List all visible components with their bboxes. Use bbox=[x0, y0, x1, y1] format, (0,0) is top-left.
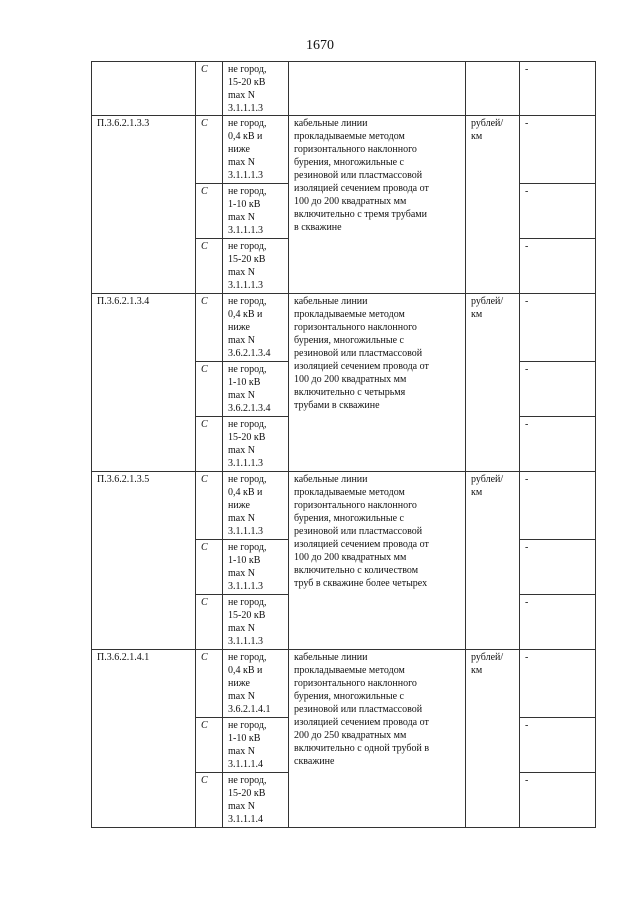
description-line: изоляцией сечением провода от bbox=[294, 717, 429, 728]
category-letter: С bbox=[196, 116, 223, 184]
condition-line: не город, bbox=[228, 296, 267, 307]
unit-line: км bbox=[471, 309, 483, 320]
condition-line: max N bbox=[228, 157, 255, 168]
condition-cell bbox=[223, 294, 289, 362]
description-line: изоляцией сечением провода от bbox=[294, 361, 429, 372]
table-row bbox=[92, 294, 596, 362]
unit-line: рублей/ bbox=[471, 118, 504, 129]
value-cell: - bbox=[520, 650, 596, 718]
condition-line: не город, bbox=[228, 419, 267, 430]
unit-line: км bbox=[471, 487, 483, 498]
description-line: бурения, многожильные с bbox=[294, 335, 404, 346]
category-letter: С bbox=[196, 773, 223, 828]
condition-line: 0,4 кВ и bbox=[228, 309, 263, 320]
description-line: в скважине bbox=[294, 222, 342, 233]
condition-line: 3.1.1.1.3 bbox=[228, 280, 263, 291]
condition-line: 1-10 кВ bbox=[228, 555, 261, 566]
condition-cell bbox=[223, 184, 289, 239]
condition-line: max N bbox=[228, 623, 255, 634]
condition-line: ниже bbox=[228, 144, 250, 155]
condition-line: не город, bbox=[228, 775, 267, 786]
row-code bbox=[92, 62, 196, 116]
value-cell: - bbox=[520, 184, 596, 239]
category-letter: С bbox=[196, 362, 223, 417]
value-cell: - bbox=[520, 294, 596, 362]
description-cell bbox=[289, 650, 466, 828]
description-line: бурения, многожильные с bbox=[294, 513, 404, 524]
value-cell: - bbox=[520, 116, 596, 184]
table-row bbox=[92, 62, 596, 116]
description-line: трубами в скважине bbox=[294, 400, 380, 411]
description-line: резиновой или пластмассовой bbox=[294, 348, 423, 359]
condition-cell bbox=[223, 718, 289, 773]
table-body bbox=[92, 62, 596, 828]
description-cell bbox=[289, 472, 466, 650]
value-cell: - bbox=[520, 417, 596, 472]
unit-cell bbox=[466, 294, 520, 472]
condition-cell bbox=[223, 773, 289, 828]
description-line: включительно с количеством bbox=[294, 565, 419, 576]
unit-cell bbox=[466, 472, 520, 650]
row-code: П.3.6.2.1.4.1 bbox=[92, 650, 196, 828]
condition-line: max N bbox=[228, 90, 255, 101]
condition-line: 0,4 кВ и bbox=[228, 131, 263, 142]
value-cell: - bbox=[520, 718, 596, 773]
description-line: включительно с тремя трубами bbox=[294, 209, 427, 220]
description-line: кабельные линии bbox=[294, 118, 368, 129]
description-line: прокладываемые методом bbox=[294, 309, 405, 320]
table-row bbox=[92, 472, 596, 540]
description-line: прокладываемые методом bbox=[294, 665, 405, 676]
description-line: прокладываемые методом bbox=[294, 487, 405, 498]
description-line: горизонтального наклонного bbox=[294, 500, 417, 511]
condition-line: max N bbox=[228, 390, 255, 401]
condition-line: max N bbox=[228, 691, 255, 702]
unit-line: рублей/ bbox=[471, 652, 504, 663]
condition-line: не город, bbox=[228, 720, 267, 731]
description-line: включительно с четырьмя bbox=[294, 387, 406, 398]
description-line: резиновой или пластмассовой bbox=[294, 170, 423, 181]
condition-line: 3.1.1.1.3 bbox=[228, 458, 263, 469]
unit-cell bbox=[466, 116, 520, 294]
condition-line: max N bbox=[228, 746, 255, 757]
condition-line: не город, bbox=[228, 652, 267, 663]
category-letter: С bbox=[196, 294, 223, 362]
row-code: П.3.6.2.1.3.3 bbox=[92, 116, 196, 294]
description-line: 100 до 200 квадратных мм bbox=[294, 196, 407, 207]
condition-line: 3.1.1.1.3 bbox=[228, 636, 263, 647]
condition-line: 15-20 кВ bbox=[228, 254, 266, 265]
table-row bbox=[92, 650, 596, 718]
category-letter: С bbox=[196, 184, 223, 239]
value-cell: - bbox=[520, 362, 596, 417]
description-line: резиновой или пластмассовой bbox=[294, 526, 423, 537]
description-line: горизонтального наклонного bbox=[294, 678, 417, 689]
condition-line: 3.1.1.1.3 bbox=[228, 103, 263, 114]
condition-line: ниже bbox=[228, 322, 250, 333]
description-line: изоляцией сечением провода от bbox=[294, 539, 429, 550]
value-cell: - bbox=[520, 595, 596, 650]
category-letter: С bbox=[196, 62, 223, 116]
condition-cell bbox=[223, 595, 289, 650]
row-code: П.3.6.2.1.3.5 bbox=[92, 472, 196, 650]
condition-line: 15-20 кВ bbox=[228, 77, 266, 88]
condition-line: 1-10 кВ bbox=[228, 199, 261, 210]
condition-line: не город, bbox=[228, 241, 267, 252]
condition-cell bbox=[223, 417, 289, 472]
category-letter: С bbox=[196, 650, 223, 718]
description-line: 100 до 200 квадратных мм bbox=[294, 552, 407, 563]
condition-cell bbox=[223, 540, 289, 595]
condition-line: 15-20 кВ bbox=[228, 788, 266, 799]
description-line: резиновой или пластмассовой bbox=[294, 704, 423, 715]
condition-line: не город, bbox=[228, 542, 267, 553]
condition-line: 3.1.1.1.3 bbox=[228, 225, 263, 236]
description-line: бурения, многожильные с bbox=[294, 157, 404, 168]
condition-line: max N bbox=[228, 513, 255, 524]
condition-cell bbox=[223, 116, 289, 184]
description-cell bbox=[289, 62, 466, 116]
condition-line: не город, bbox=[228, 186, 267, 197]
description-line: бурения, многожильные с bbox=[294, 691, 404, 702]
description-line: 100 до 200 квадратных мм bbox=[294, 374, 407, 385]
category-letter: С bbox=[196, 595, 223, 650]
unit-line: рублей/ bbox=[471, 296, 504, 307]
category-letter: С bbox=[196, 718, 223, 773]
unit-line: км bbox=[471, 131, 483, 142]
condition-line: не город, bbox=[228, 474, 267, 485]
condition-line: 1-10 кВ bbox=[228, 377, 261, 388]
condition-line: 3.6.2.1.3.4 bbox=[228, 403, 271, 414]
condition-cell bbox=[223, 239, 289, 294]
category-letter: С bbox=[196, 239, 223, 294]
condition-line: max N bbox=[228, 445, 255, 456]
condition-line: 0,4 кВ и bbox=[228, 665, 263, 676]
table-row bbox=[92, 116, 596, 184]
category-letter: С bbox=[196, 540, 223, 595]
condition-line: 3.6.2.1.3.4 bbox=[228, 348, 271, 359]
description-line: труб в скважине более четырех bbox=[294, 578, 428, 589]
condition-line: не город, bbox=[228, 597, 267, 608]
condition-line: 3.1.1.1.4 bbox=[228, 759, 263, 770]
category-letter: С bbox=[196, 472, 223, 540]
condition-line: ниже bbox=[228, 678, 250, 689]
description-line: включительно с одной трубой в bbox=[294, 743, 430, 754]
condition-line: max N bbox=[228, 267, 255, 278]
condition-cell bbox=[223, 362, 289, 417]
value-cell: - bbox=[520, 239, 596, 294]
description-cell bbox=[289, 116, 466, 294]
description-line: горизонтального наклонного bbox=[294, 322, 417, 333]
condition-cell bbox=[223, 472, 289, 540]
value-cell: - bbox=[520, 472, 596, 540]
description-line: прокладываемые методом bbox=[294, 131, 405, 142]
unit-cell bbox=[466, 62, 520, 116]
unit-line: рублей/ bbox=[471, 474, 504, 485]
condition-line: max N bbox=[228, 212, 255, 223]
description-line: горизонтального наклонного bbox=[294, 144, 417, 155]
condition-line: не город, bbox=[228, 64, 267, 75]
condition-line: не город, bbox=[228, 118, 267, 129]
condition-line: 15-20 кВ bbox=[228, 432, 266, 443]
category-letter: С bbox=[196, 417, 223, 472]
value-cell: - bbox=[520, 773, 596, 828]
description-line: кабельные линии bbox=[294, 474, 368, 485]
condition-line: max N bbox=[228, 335, 255, 346]
page-number: 1670 bbox=[306, 38, 334, 53]
unit-line: км bbox=[471, 665, 483, 676]
condition-line: 15-20 кВ bbox=[228, 610, 266, 621]
description-line: 200 до 250 квадратных мм bbox=[294, 730, 407, 741]
condition-line: 3.1.1.1.3 bbox=[228, 581, 263, 592]
condition-line: max N bbox=[228, 568, 255, 579]
condition-line: 3.1.1.1.4 bbox=[228, 814, 263, 825]
condition-line: 1-10 кВ bbox=[228, 733, 261, 744]
condition-line: не город, bbox=[228, 364, 267, 375]
condition-line: 3.1.1.1.3 bbox=[228, 170, 263, 181]
condition-line: 3.6.2.1.4.1 bbox=[228, 704, 271, 715]
description-line: изоляцией сечением провода от bbox=[294, 183, 429, 194]
description-line: кабельные линии bbox=[294, 296, 368, 307]
tariff-table bbox=[91, 61, 596, 828]
description-line: кабельные линии bbox=[294, 652, 368, 663]
condition-cell bbox=[223, 650, 289, 718]
condition-line: ниже bbox=[228, 500, 250, 511]
description-cell bbox=[289, 294, 466, 472]
condition-cell bbox=[223, 62, 289, 116]
unit-cell bbox=[466, 650, 520, 828]
value-cell: - bbox=[520, 540, 596, 595]
value-cell: - bbox=[520, 62, 596, 116]
description-line: скважине bbox=[294, 756, 335, 767]
condition-line: max N bbox=[228, 801, 255, 812]
row-code: П.3.6.2.1.3.4 bbox=[92, 294, 196, 472]
condition-line: 0,4 кВ и bbox=[228, 487, 263, 498]
condition-line: 3.1.1.1.3 bbox=[228, 526, 263, 537]
